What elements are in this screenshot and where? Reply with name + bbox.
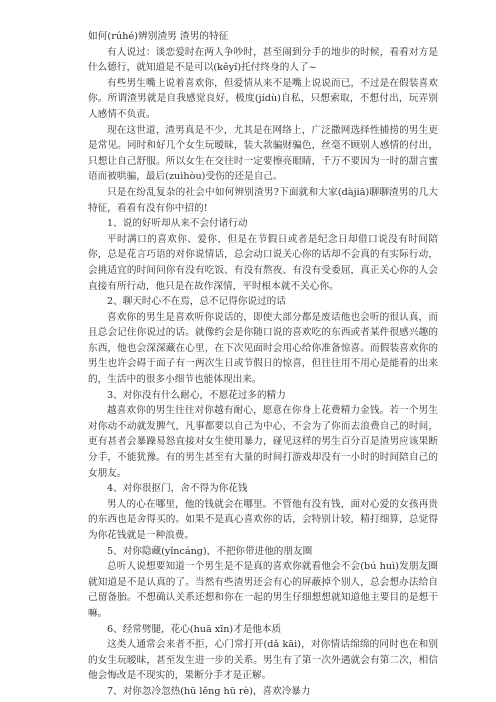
section-heading-2: 2、聊天时心不在焉，总不记得你说过的话 <box>107 296 286 308</box>
section-body-2: 喜欢你的男生是喜欢听你说话的，即使大部分都是废话他也会听的很认真，而且总会记住你说过的话。就像约会是你随口说的喜欢吃的东西或者某件很感兴趣的东西，他也会深深藏在心里，在下次见面时会用心给你准备惊喜。而假装喜欢你的男生也许会碍于面子有一两次生日或节假日的惊喜，但往往用不用心是能看的出来的，生活中的很多小细节也能体现出来。 <box>88 311 438 386</box>
section-body-1: 平时满口的喜欢你、爱你，但是在节假日或者是纪念日却借口说没有时间陪你，总是花言巧语的对你说情话，总会动口说关心你的话却不会真的有实际行动，会挑适宜的时间问你有没有吃饭、有没有熬夜、有没有受委屈，真正关心你的人会直接有所行动，他只是在故作深情，平时根本就不关心你。 <box>88 233 438 292</box>
section-body-4: 男人的心在哪里，他的钱就会在哪里。不管他有没有钱，面对心爱的女孩再贵的东西也是舍得买的。如果不是真心喜欢你的话，会特别计较，精打细算，总觉得为你花钱就是一种浪费。 <box>88 498 438 541</box>
section-heading-5: 5、对你隐藏(yǐncáng)，不把你带进他的朋友圈 <box>107 545 313 557</box>
section-heading-7: 7、对你忽冷忽热(hū lěng hū rè)，喜欢冷暴力 <box>107 685 311 697</box>
section-body-6: 这类人通常会来者不拒，心门常打开(dǎ kāi)，对你情话绵绵的同时也在和别的女生玩暧昧，甚至发生进一步的关系。男生有了第一次外遇就会有第二次，相信他会悔改是不现实的，果断分手才是正解。 <box>88 639 438 682</box>
intro-paragraph-2: 有些男生嘴上说着喜欢你，但爱情从来不是嘴上说说而已，不过是在假装喜欢你。所谓渣男就是自我感觉良好，极度(jídù)自私，只想索取，不想付出，玩弄别人感情不负责。 <box>88 77 438 120</box>
section-heading-1: 1、说的好听却从来不会付诸行动 <box>107 218 248 230</box>
section-body-3: 越喜欢你的男生往往对你越有耐心，愿意在你身上花费精力金钱。若一个男生对你动不动就发脾气，凡事都要以自己为中心，不会为了你而去浪费自己的时间，更有甚者会暴躁易怒直接对女生使用暴力，碰见这样的男生百分百是渣男应该果断分手，不能犹豫。有的男生甚至有大量的时间打游戏却没有一小时的时间陪自己的女朋友。 <box>88 405 438 479</box>
section-heading-4: 4、对你很抠门，舍不得为你花钱 <box>107 483 248 495</box>
section-heading-6: 6、经常劈腿，花心(huā xīn)才是他本质 <box>107 623 282 635</box>
intro-paragraph-3: 现在这世道，渣男真是不少，尤其是在网络上，广泛撒网选择性捕捞的男生更是常见。同时和好几个女生玩暧昧，装大款骗财骗色，丝毫不顾别人感情的付出，只想让自己舒服。所以女生在交往时一定要擦亮眼睛，千万不要因为一时的甜言蜜语而被哄骗，最后(zuìhòu)受伤的还是自己。 <box>88 124 438 183</box>
section-body-5: 总听人说想要知道一个男生是不是真的喜欢你就看他会不会(bú huì)发朋友圈就知道是不是认真的了。当然有些渣男还会有心的屏蔽掉个别人，总会想办法给自己留备胎。不想确认关系还想和你在一起的男生仔细想想就知道他主要目的是想干嘛。 <box>88 561 438 619</box>
intro-paragraph-1: 有人说过：谈恋爱时在两人争吵时，甚至闹到分手的地步的时候，看看对方是什么德行，就知道是不是可以(kěyǐ)托付终身的人了~ <box>88 46 438 74</box>
section-heading-3: 3、对你没有什么耐心，不愿花过多的精力 <box>107 389 286 401</box>
document-title: 如何(rúhé)辨别渣男 渣男的特征 <box>88 31 229 42</box>
intro-paragraph-4: 只是在纷乱复杂的社会中如何辨别渣男?下面就和大家(dàjiā)聊聊渣男的几大特征，看看有没有你中招的! <box>88 186 438 214</box>
